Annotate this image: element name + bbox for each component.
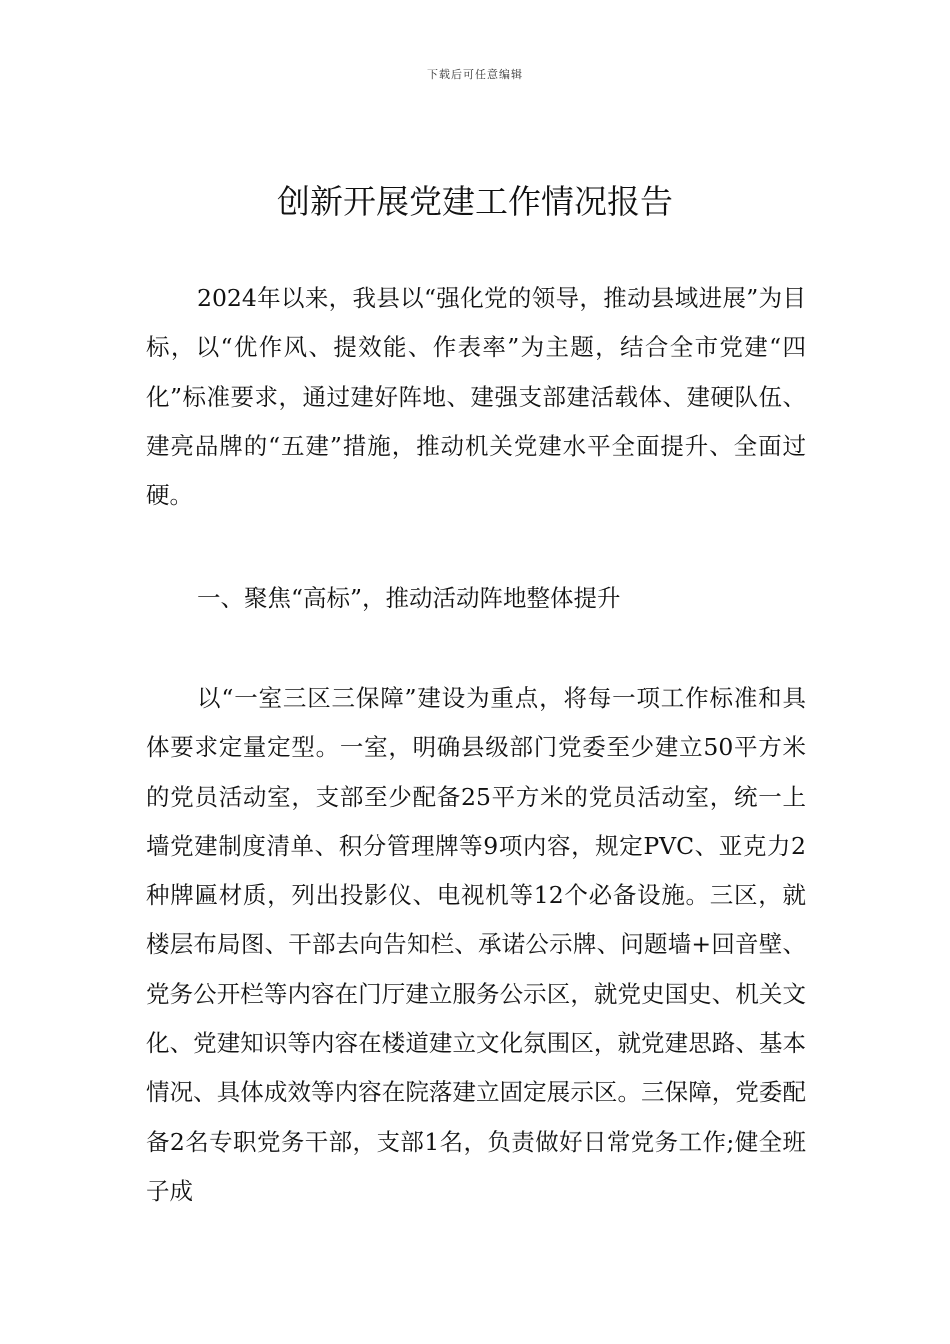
section-heading: 一、聚焦“高标”，推动活动阵地整体提升	[197, 584, 621, 612]
section-body-paragraph: 以“一室三区三保障”建设为重点，将每一项工作标准和具体要求定量定型。一室，明确县级部门党委至少建立50平方米的党员活动室，支部至少配备25平方米的党员活动室，统一上墙党建制度清单、积分管理牌等9项内容，规定PVC、亚克力2种牌匾材质，列出投影仪、电视机等12个必备设施。三区，就楼层布局图、干部去向告知栏、承诺公示牌、问题墙+回音壁、党务公开栏等内容在门厅建立服务公示区，就党史国史、机关文化、党建知识等内容在楼道建立文化氛围区，就党建思路、基本情况、具体成效等内容在院落建立固定展示区。三保障，党委配备2名专职党务干部，支部1名，负责做好日常党务工作;健全班子成	[146, 684, 806, 1205]
intro-paragraph: 2024年以来，我县以“强化党的领导，推动县域进展”为目标，以“优作风、提效能、作表率”为主题，结合全市党建“四化”标准要求，通过建好阵地、建强支部建活载体、建硬队伍、建亮品牌的“五建”措施，推动机关党建水平全面提升、全面过硬。	[146, 284, 806, 510]
document-title: 创新开展党建工作情况报告	[277, 182, 673, 221]
header-note: 下载后可任意编辑	[427, 68, 523, 81]
